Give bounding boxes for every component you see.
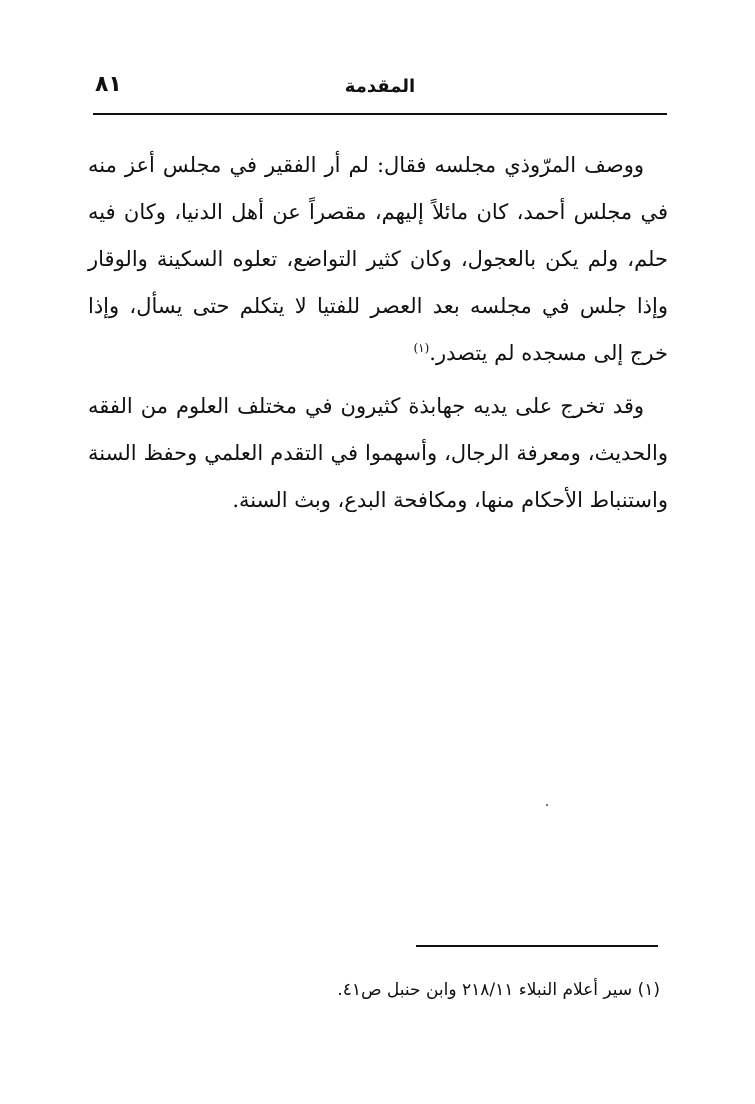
print-speck: [546, 804, 548, 806]
chapter-title: المقدمة: [344, 76, 416, 97]
paragraph: [88, 142, 668, 377]
page-header: [93, 70, 667, 110]
footnote: [200, 976, 660, 1004]
page-number: ٨١: [95, 72, 122, 97]
footnote-divider: [416, 945, 658, 947]
footnote-marker: (١): [413, 341, 430, 355]
paragraph: [88, 383, 668, 524]
paragraph-text: ووصف المرّوذي مجلسه فقال: لم أر الفقير في مجلس أعز منه في مجلس أحمد، كان مائلاً إليهم، مقصراً عن أهل الدنيا، وكان فيه حلم، ولم يكن بالعجول، وكان كثير التواضع، تعلوه السكينة والوقار وإذا جلس في مجلسه بعد العصر للفتيا لا يتكلم حتى يسأل، وإذا خرج إلى مسجده لم يتصدر.: [88, 153, 668, 365]
footnote-marker: (١): [637, 980, 660, 1000]
footnote-text: سير أعلام النبلاء ٢١٨/١١ وابن حنبل ص٤١.: [337, 980, 633, 1000]
paragraph-text: وقد تخرج على يديه جهابذة كثيرون في مختلف العلوم من الفقه والحديث، ومعرفة الرجال، وأسهموا في التقدم العلمي وحفظ السنة واستنباط الأحكام منها، ومكافحة البدع، وبث السنة.: [88, 394, 668, 512]
main-text: [88, 142, 668, 524]
header-divider: [93, 113, 667, 115]
